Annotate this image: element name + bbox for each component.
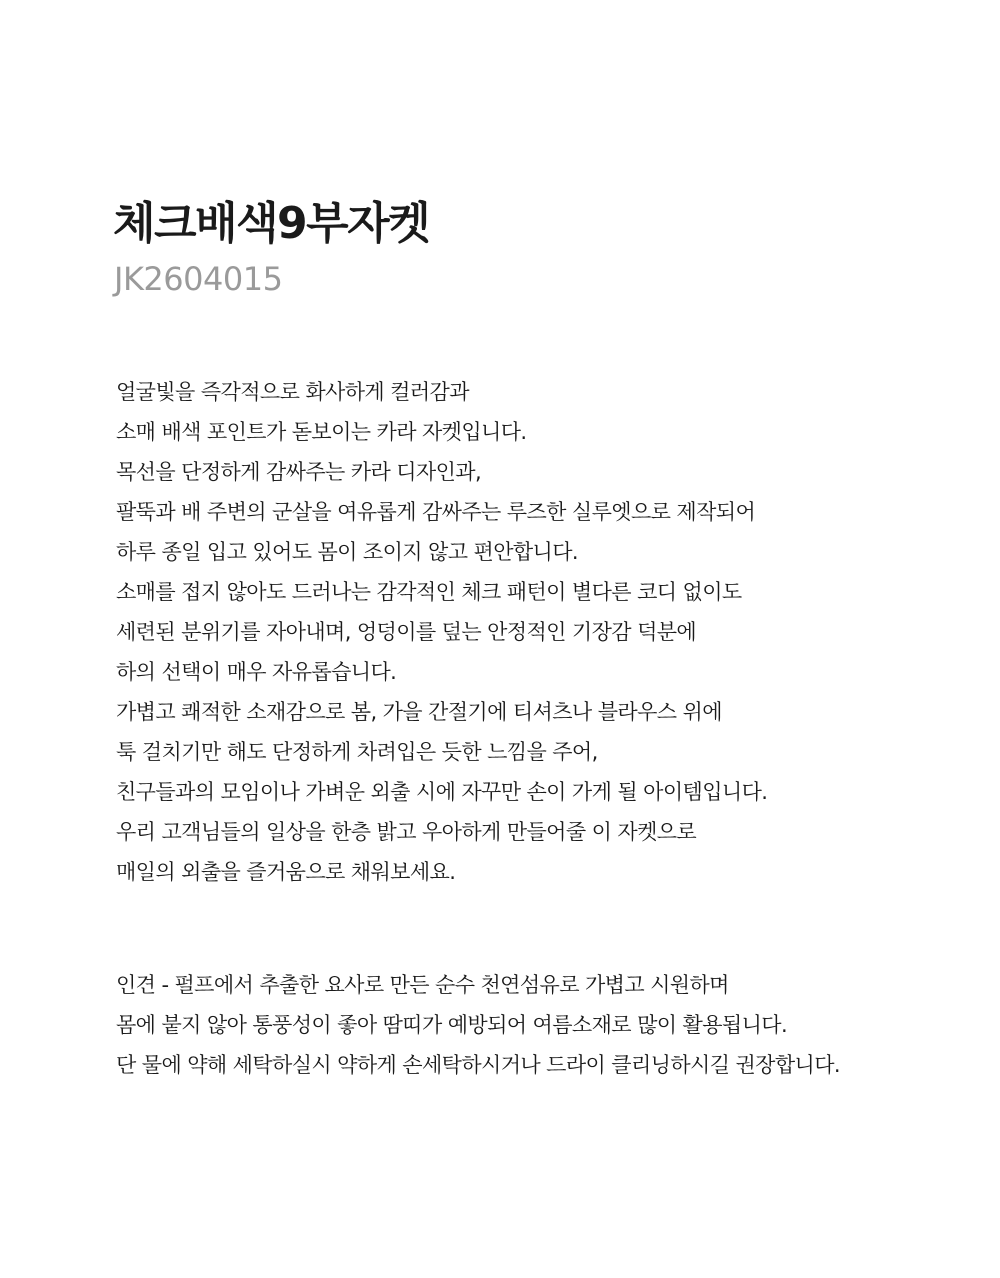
description-line: 소매를 접지 않아도 드러나는 감각적인 체크 패턴이 별다른 코디 없이도 xyxy=(116,580,742,604)
care-line: 인견 - 펄프에서 추출한 요사로 만든 순수 천연섬유로 가볍고 시원하며 xyxy=(116,973,729,997)
description-line: 우리 고객님들의 일상을 한층 밝고 우아하게 만들어줄 이 자켓으로 xyxy=(116,820,697,844)
care-line: 단 물에 약해 세탁하실시 약하게 손세탁하시거나 드라이 클리닝하시길 권장합니다. xyxy=(116,1053,840,1077)
description-line: 가볍고 쾌적한 소재감으로 봄, 가을 간절기에 티셔츠나 블라우스 위에 xyxy=(116,700,722,724)
description-line: 목선을 단정하게 감싸주는 카라 디자인과, xyxy=(116,460,482,484)
description-line: 소매 배색 포인트가 돋보이는 카라 자켓입니다. xyxy=(116,420,527,444)
product-description xyxy=(116,372,767,892)
description-line: 얼굴빛을 즉각적으로 화사하게 컬러감과 xyxy=(116,380,469,404)
fabric-care-info xyxy=(116,965,840,1085)
description-line: 하루 종일 입고 있어도 몸이 조이지 않고 편안합니다. xyxy=(116,540,579,564)
product-title: 체크배색9부자켓 xyxy=(113,198,430,249)
description-line: 툭 걸치기만 해도 단정하게 차려입은 듯한 느낌을 주어, xyxy=(116,740,598,764)
description-line: 친구들과의 모임이나 가벼운 외출 시에 자꾸만 손이 가게 될 아이템입니다. xyxy=(116,780,768,804)
description-line: 매일의 외출을 즐거움으로 채워보세요. xyxy=(116,860,456,884)
description-line: 팔뚝과 배 주변의 군살을 여유롭게 감싸주는 루즈한 실루엣으로 제작되어 xyxy=(116,500,756,524)
care-line: 몸에 붙지 않아 통풍성이 좋아 땀띠가 예방되어 여름소재로 많이 활용됩니다. xyxy=(116,1013,788,1037)
description-line: 하의 선택이 매우 자유롭습니다. xyxy=(116,660,397,684)
product-code: JK2604015 xyxy=(114,260,283,298)
description-line: 세련된 분위기를 자아내며, 엉덩이를 덮는 안정적인 기장감 덕분에 xyxy=(116,620,697,644)
